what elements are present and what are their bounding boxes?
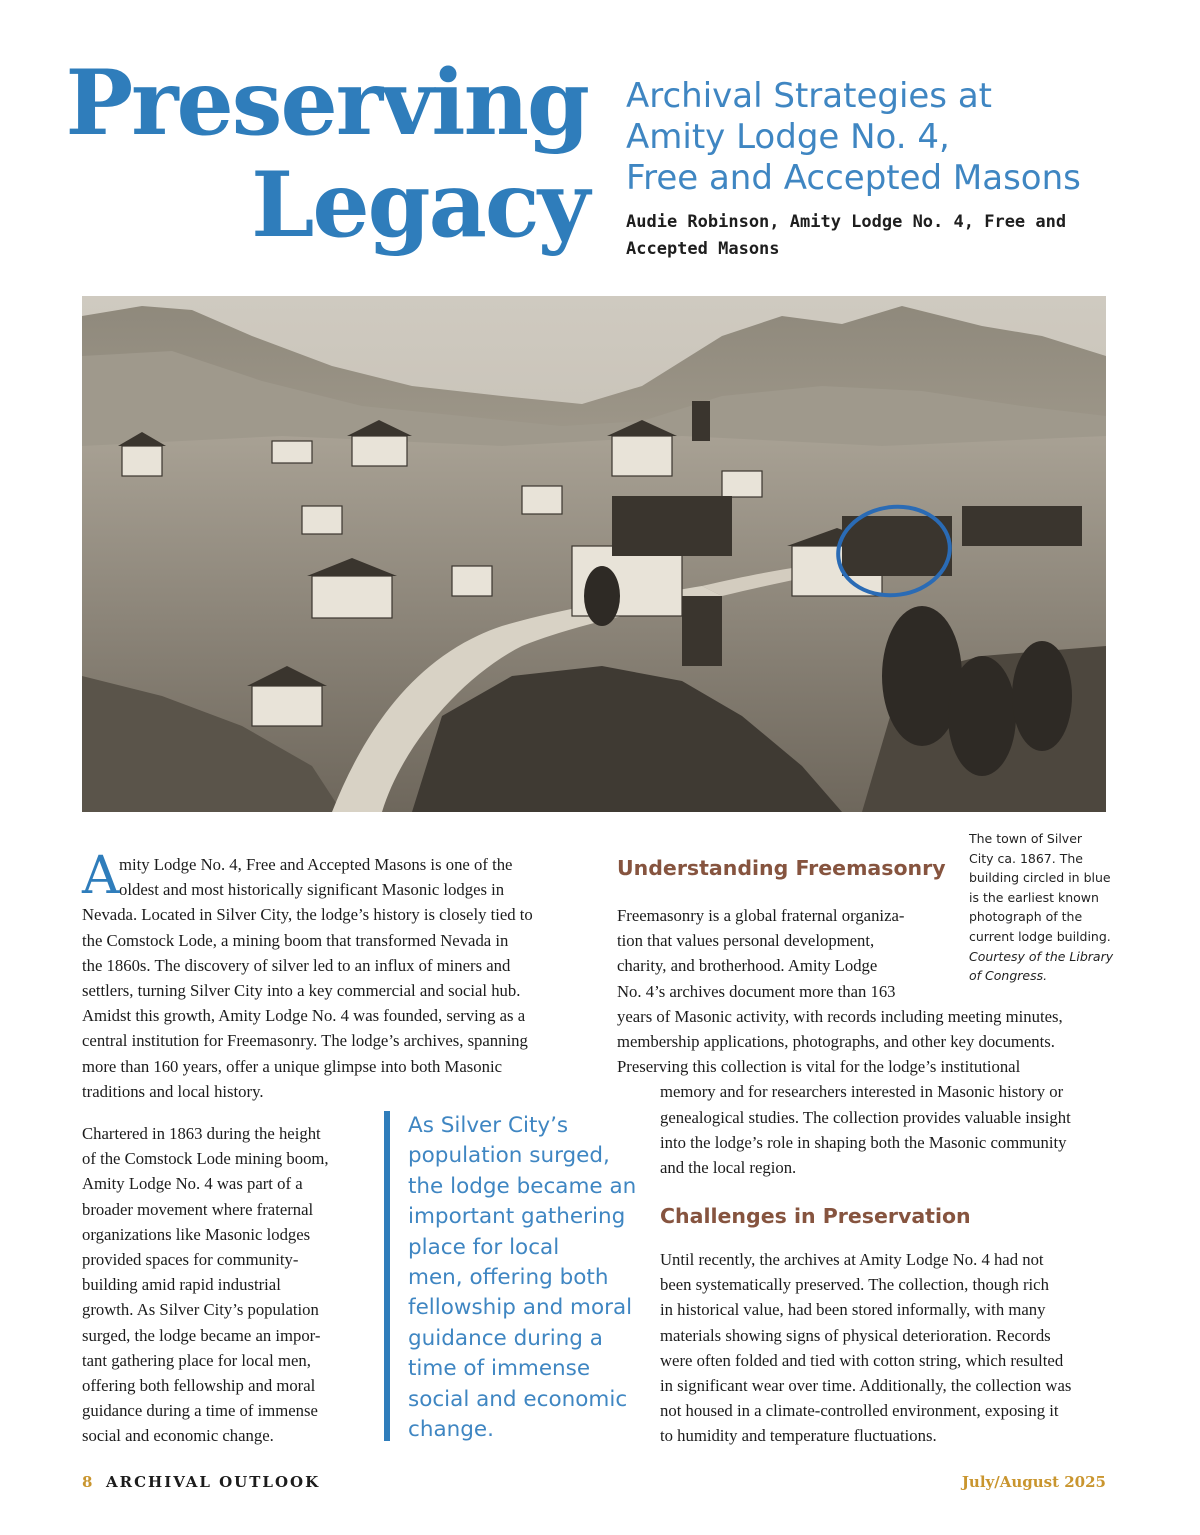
quote-line: change. [408,1417,494,1443]
historic-town-photograph [82,296,1106,812]
paragraph-line: the Comstock Lode, a mining boom that transformed Nevada in [82,930,509,950]
caption-line: current lodge building. [969,928,1111,944]
paragraph-line: more than 160 years, offer a unique glimpse into both Masonic [82,1056,503,1076]
paragraph-line: charity, and brotherhood. Amity Lodge [617,956,878,976]
caption-line: City ca. 1867. The [969,850,1083,866]
section-heading-challenges: Challenges in Preservation [660,1204,971,1228]
page-number: 8 [82,1473,93,1491]
paragraph-line: offering both fellowship and moral [82,1376,316,1396]
paragraph-line: Chartered in 1863 during the height [82,1124,321,1143]
subtitle-line-3: Free and Accepted Masons [626,158,1081,198]
issue-date: July/August 2025 [961,1473,1106,1491]
quote-line: place for local [408,1234,560,1260]
caption-credit: Courtesy of the Library [969,948,1114,964]
caption-line: building circled in blue [969,870,1111,886]
paragraph-line: growth. As Silver City’s population [82,1300,319,1320]
article-title [65,52,588,256]
paragraph-line: No. 4’s archives document more than 163 [617,981,896,1001]
paragraph-line: surged, the lodge became an impor- [82,1325,321,1345]
intro-paragraph [82,846,602,1104]
paragraph-line: membership applications, photographs, and other key documents. [617,1032,1055,1052]
chartered-paragraph [82,1121,372,1449]
paragraph-line: the 1860s. The discovery of silver led to an influx of miners and [82,955,511,975]
caption-line: The town of Silver [969,831,1083,846]
paragraph-line: in significant wear over time. Additionally, the collection was [660,1376,1072,1396]
photograph-illustration [82,296,1106,812]
drop-cap: A [82,846,120,906]
paragraph-line: to humidity and temperature fluctuations. [660,1426,937,1446]
title-line-1: Preserving [65,50,588,156]
title-line-2: Legacy [251,152,588,258]
paragraph-line: were often folded and tied with cotton string, which resulted [660,1350,1064,1370]
paragraph-line: materials showing signs of physical deterioration. Records [660,1325,1051,1345]
paragraph-line: building amid rapid industrial [82,1275,281,1295]
quote-line: fellowship and moral [408,1295,633,1321]
paragraph-line: Freemasonry is a global fraternal organiza- [617,906,905,925]
paragraph-line: and the local region. [660,1158,797,1178]
paragraph-line: of the Comstock Lode mining boom, [82,1149,329,1169]
article-subtitle [626,76,1146,199]
quote-line: As Silver City’s [408,1113,569,1138]
subtitle-line-1: Archival Strategies at [626,76,992,116]
paragraph-line: tant gathering place for local men, [82,1350,311,1370]
paragraph-line: broader movement where fraternal [82,1199,314,1219]
quote-line: the lodge became an [408,1173,637,1199]
caption-line: is the earliest known [969,889,1099,905]
section-heading-freemasonry: Understanding Freemasonry [617,856,946,880]
paragraph-line: social and economic change. [82,1426,274,1446]
challenges-paragraph [660,1247,1140,1449]
quote-line: guidance during a [408,1325,603,1351]
author-byline: Audie Robinson, Amity Lodge No. 4, Free and Accepted Masons [626,212,1067,259]
paragraph-line: in historical value, had been stored informally, with many [660,1300,1046,1320]
paragraph-line: central institution for Freemasonry. The lodge’s archives, spanning [82,1031,528,1051]
quote-line: social and economic [408,1386,628,1412]
quote-line: population surged, [408,1143,610,1169]
quote-line: important gathering [408,1204,626,1230]
paragraph-line: memory and for researchers interested in Masonic history or [660,1082,1064,1102]
paragraph-line: oldest and most historically significant Masonic lodges in [119,880,505,900]
caption-credit: of Congress. [969,968,1048,984]
paragraph-line: tion that values personal development, [617,931,875,951]
paragraph-line: Amidst this growth, Amity Lodge No. 4 was founded, serving as a [82,1006,526,1026]
subtitle-line-2: Amity Lodge No. 4, [626,117,950,157]
paragraph-line: Amity Lodge No. 4 was part of a [82,1174,303,1194]
paragraph-line: provided spaces for community- [82,1250,299,1270]
freemasonry-paragraph [617,903,1137,1180]
paragraph-line: guidance during a time of immense [82,1401,318,1421]
paragraph-line: not housed in a climate-controlled environment, exposing it [660,1401,1059,1421]
paragraph-line: Nevada. Located in Silver City, the lodge’s history is closely tied to [82,905,533,925]
paragraph-line: years of Masonic activity, with records including meeting minutes, [617,1006,1063,1026]
magazine-name: ARCHIVAL OUTLOOK [106,1473,321,1491]
paragraph-line: settlers, turning Silver City into a key commercial and social hub. [82,981,521,1001]
quote-line: time of immense [408,1356,591,1382]
caption-line: photograph of the [969,909,1083,925]
paragraph-line: Until recently, the archives at Amity Lodge No. 4 had not [660,1250,1044,1269]
paragraph-line: genealogical studies. The collection provides valuable insight [660,1107,1071,1127]
paragraph-line: traditions and local history. [82,1081,264,1101]
paragraph-line: been systematically preserved. The collection, though rich [660,1275,1049,1295]
paragraph-line: mity Lodge No. 4, Free and Accepted Masons is one of the [119,855,513,874]
paragraph-line: organizations like Masonic lodges [82,1224,311,1244]
paragraph-line: into the lodge’s role in shaping both the Masonic community [660,1132,1067,1152]
quote-line: men, offering both [408,1265,609,1291]
paragraph-line: Preserving this collection is vital for the lodge’s institutional [617,1057,1021,1077]
